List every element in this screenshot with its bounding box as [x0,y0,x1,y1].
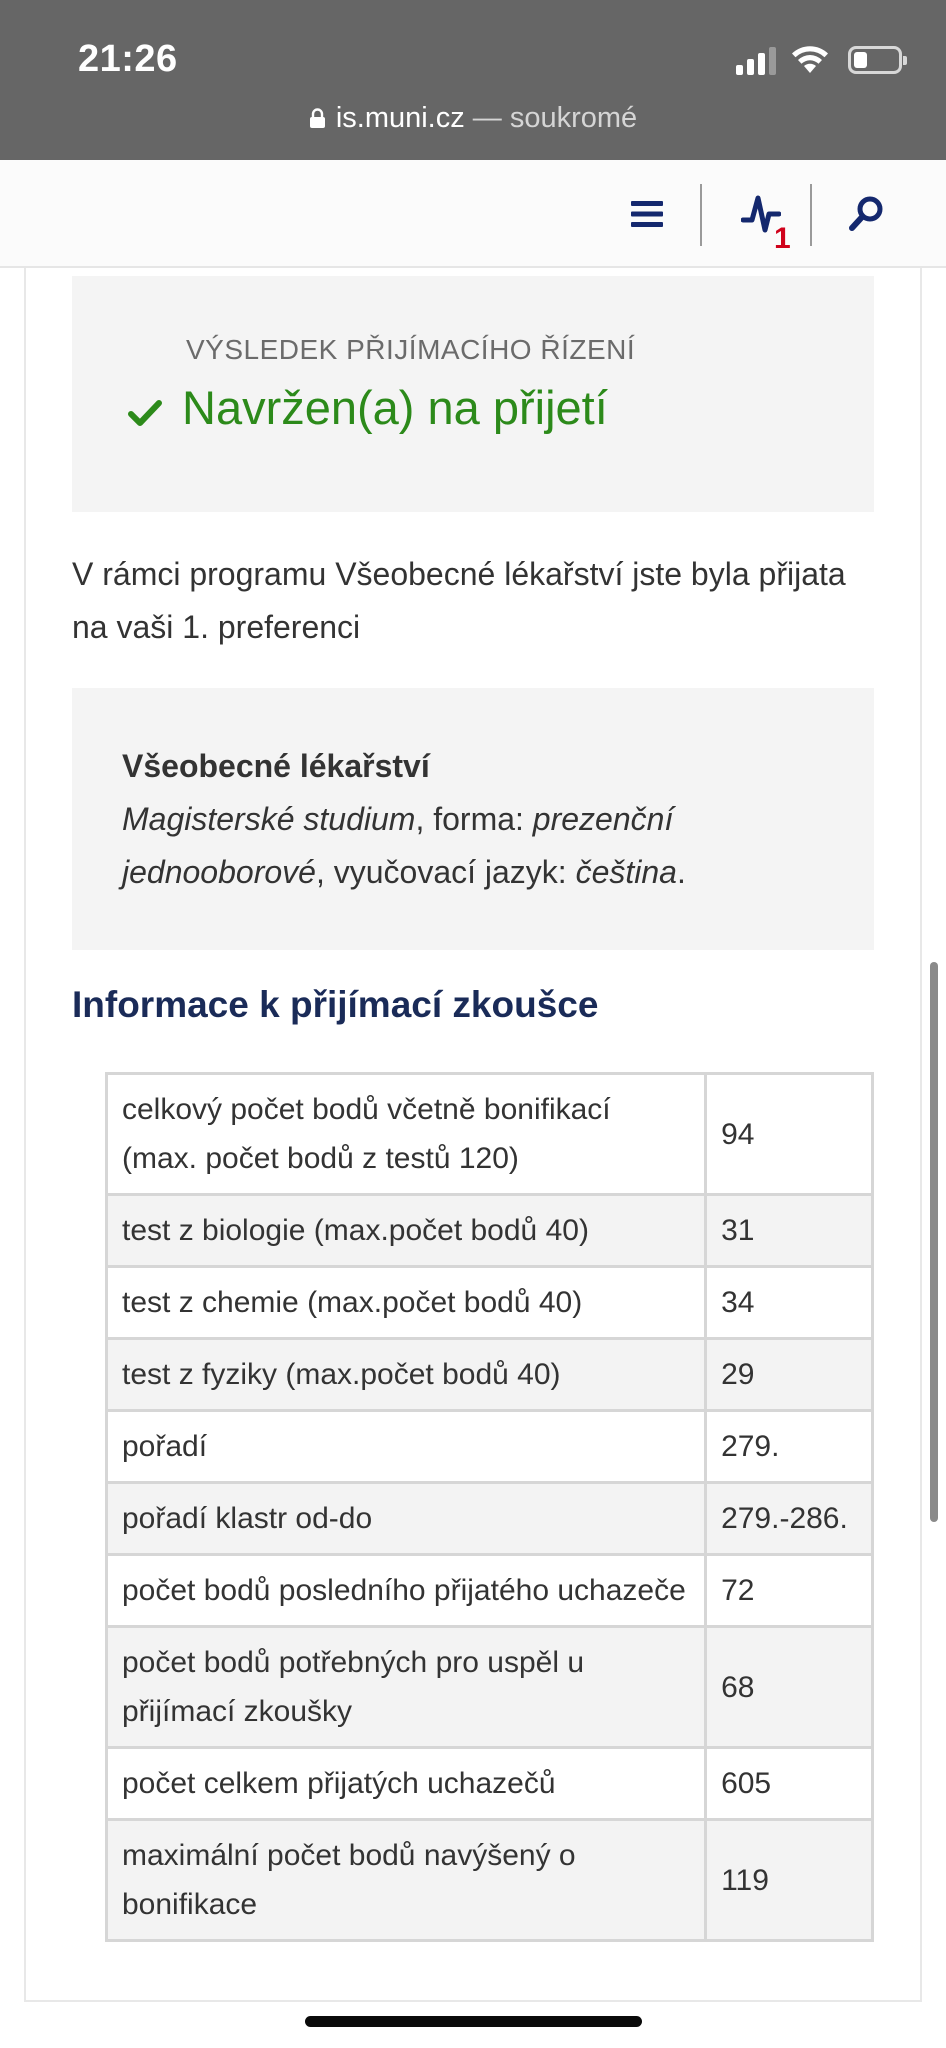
program-form: prezenční jednooborové [122,801,674,890]
table-cell-label: maximální počet bodů navýšený o bonifikace [107,1820,706,1941]
private-mode-label: soukromé [509,102,638,134]
table-cell-value: 279.-286. [706,1483,873,1555]
search-icon [849,195,885,233]
lock-icon [309,108,326,128]
table-row [107,1748,873,1820]
status-time: 21:26 [78,38,178,80]
program-form-label: , forma: [415,801,533,837]
battery-icon [848,46,902,74]
table-cell-label: počet bodů potřebných pro uspěl u přijímací zkoušky [107,1627,706,1748]
nav-divider [810,184,812,246]
table-cell-value: 119 [706,1820,873,1941]
table-row [107,1339,873,1411]
browser-topbar [0,0,946,160]
table-row [107,1074,873,1195]
table-cell-value: 31 [706,1195,873,1267]
table-cell-value: 605 [706,1748,873,1820]
table-cell-value: 279. [706,1411,873,1483]
site-navbar [0,160,946,268]
program-name: Všeobecné lékařství [122,748,430,784]
program-type: Magisterské studium [122,801,416,837]
url-separator: — [464,102,510,134]
program-details [122,793,842,899]
result-label: VÝSLEDEK PŘIJÍMACÍHO ŘÍZENÍ [186,334,636,365]
status-icons [736,42,902,78]
table-row [107,1483,873,1555]
url-bar[interactable] [0,102,946,135]
notification-badge: 1 [774,222,791,255]
table-row [107,1820,873,1941]
table-cell-label: počet celkem přijatých uchazečů [107,1748,706,1820]
menu-button[interactable] [624,186,670,242]
table-cell-label: test z fyziky (max.počet bodů 40) [107,1339,706,1411]
table-row [107,1411,873,1483]
hamburger-menu-icon [631,200,663,228]
table-cell-value: 94 [706,1074,873,1195]
table-cell-value: 34 [706,1267,873,1339]
table-cell-label: pořadí [107,1411,706,1483]
table-cell-value: 72 [706,1555,873,1627]
table-cell-label: test z chemie (max.počet bodů 40) [107,1267,706,1339]
admission-result-box [72,276,874,512]
table-cell-label: počet bodů posledního přijatého uchazeče [107,1555,706,1627]
scrollbar[interactable] [930,962,938,1522]
exam-info-table [105,1072,874,1942]
cellular-signal-icon [736,45,776,75]
section-title: Informace k přijímací zkoušce [72,984,599,1025]
table-cell-label: celkový počet bodů včetně bonifikací (max. počet bodů z testů 120) [107,1074,706,1195]
program-description [122,740,842,899]
table-cell-label: test z biologie (max.počet bodů 40) [107,1195,706,1267]
nav-divider [700,184,702,246]
table-cell-value: 68 [706,1627,873,1748]
program-language-label: , vyučovací jazyk: [315,854,576,890]
result-status: Navržen(a) na přijetí [182,381,608,434]
table-row [107,1555,873,1627]
program-info-box [72,688,874,950]
url-domain: is.muni.cz [335,102,465,134]
table-row [107,1267,873,1339]
intro-text: V rámci programu Všeobecné lékařství jste byla přijata na vaši 1. preferenci [72,556,846,645]
program-language: čeština [575,854,677,890]
table-row [107,1195,873,1267]
search-button[interactable] [840,186,894,242]
table-cell-label: pořadí klastr od-do [107,1483,706,1555]
home-indicator[interactable] [305,2016,642,2027]
program-end: . [676,854,686,890]
checkmark-icon [128,398,162,428]
wifi-icon [790,45,830,75]
table-cell-value: 29 [706,1339,873,1411]
table-row [107,1627,873,1748]
